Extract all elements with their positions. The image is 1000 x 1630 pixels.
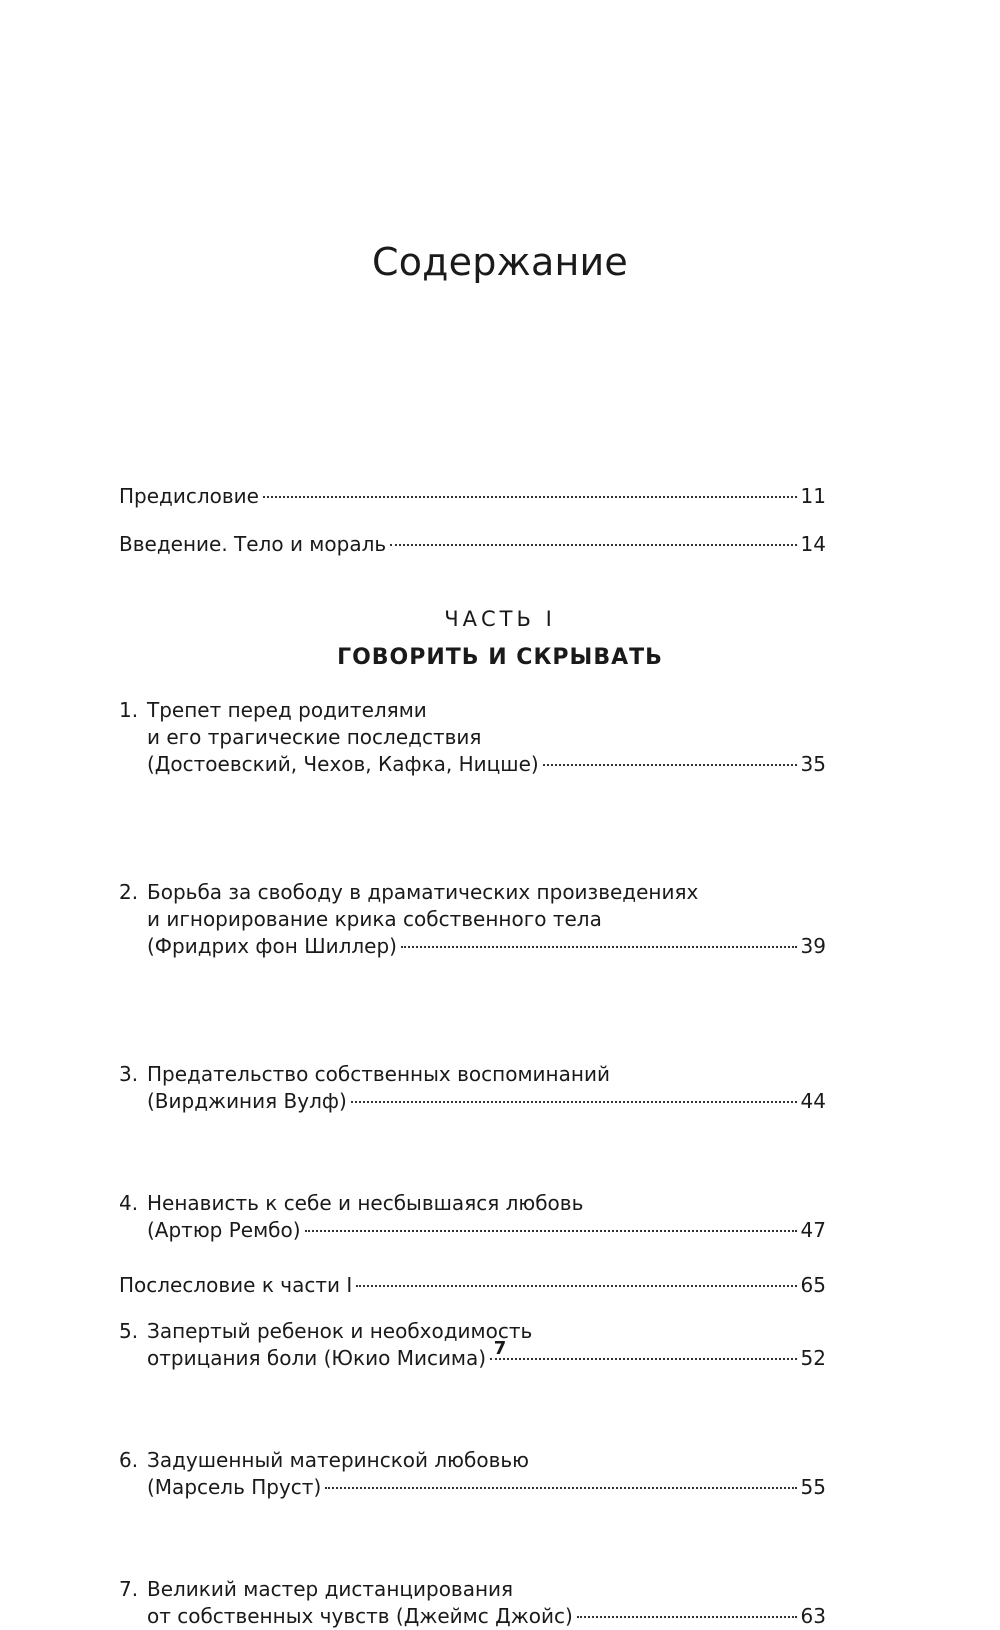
entry-page-number: 65 bbox=[800, 1273, 826, 1297]
part-label: ЧАСТЬ I bbox=[444, 607, 556, 631]
toc-entry-introduction bbox=[119, 531, 826, 558]
entry-title: Предисловие bbox=[119, 484, 259, 508]
entry-line: (Фридрих фон Шиллер) bbox=[147, 934, 397, 958]
toc-entry-preface bbox=[119, 483, 826, 510]
entry-line: Великий мастер дистанцирования bbox=[147, 1577, 514, 1601]
entry-title: Введение. Тело и мораль bbox=[119, 532, 387, 556]
toc-entry-chapter-6 bbox=[119, 1447, 826, 1501]
toc-entry-chapter-2 bbox=[119, 879, 826, 960]
dot-leader bbox=[356, 1285, 796, 1287]
entry-page-number: 35 bbox=[800, 752, 826, 776]
dot-leader bbox=[390, 544, 796, 546]
chapter-number: 5. bbox=[119, 1319, 139, 1343]
toc-entry-chapter-1 bbox=[119, 697, 826, 778]
entry-line: отрицания боли (Юкио Мисима) bbox=[147, 1346, 487, 1370]
chapter-number: 4. bbox=[119, 1191, 139, 1215]
toc-entry-chapter-4 bbox=[119, 1190, 826, 1244]
entry-page-number: 14 bbox=[800, 532, 826, 556]
chapter-number: 2. bbox=[119, 880, 139, 904]
dot-leader bbox=[401, 946, 797, 948]
dot-leader bbox=[351, 1101, 797, 1103]
toc-entry-afterword bbox=[119, 1272, 826, 1299]
entry-page-number: 39 bbox=[800, 934, 826, 958]
entry-line: Борьба за свободу в драматических произведениях bbox=[147, 880, 699, 904]
page-number: 7 bbox=[493, 1338, 507, 1359]
dot-leader bbox=[305, 1230, 797, 1232]
chapter-number: 3. bbox=[119, 1062, 139, 1086]
entry-line: от собственных чувств (Джеймс Джойс) bbox=[147, 1604, 573, 1628]
entry-line: (Достоевский, Чехов, Кафка, Ницше) bbox=[147, 752, 539, 776]
entry-line: (Вирджиния Вулф) bbox=[147, 1089, 347, 1113]
entry-line: Запертый ребенок и необходимость bbox=[147, 1319, 533, 1343]
chapter-number: 6. bbox=[119, 1448, 139, 1472]
entry-page-number: 63 bbox=[800, 1604, 826, 1628]
dot-leader bbox=[543, 764, 797, 766]
entry-page-number: 47 bbox=[800, 1218, 826, 1242]
entry-line: (Марсель Пруст) bbox=[147, 1475, 322, 1499]
dot-leader bbox=[263, 496, 797, 498]
chapter-number: 1. bbox=[119, 698, 139, 722]
page-title: Содержание bbox=[372, 240, 628, 284]
dot-leader bbox=[577, 1616, 797, 1618]
entry-title: Послесловие к части I bbox=[119, 1273, 353, 1297]
entry-page-number: 52 bbox=[800, 1346, 826, 1370]
dot-leader bbox=[325, 1487, 796, 1489]
entry-line: Задушенный материнской любовью bbox=[147, 1448, 529, 1472]
part-title: ГОВОРИТЬ И СКРЫВАТЬ bbox=[337, 645, 663, 670]
entry-line: Предательство собственных воспоминаний bbox=[147, 1062, 610, 1086]
entry-line: Трепет перед родителями bbox=[147, 698, 427, 722]
entry-line: Ненависть к себе и несбывшаяся любовь bbox=[147, 1191, 584, 1215]
entry-page-number: 55 bbox=[800, 1475, 826, 1499]
chapter-number: 7. bbox=[119, 1577, 139, 1601]
entry-line: и его трагические последствия bbox=[147, 725, 482, 749]
entry-line: (Артюр Рембо) bbox=[147, 1218, 301, 1242]
entry-line: и игнорирование крика собственного тела bbox=[147, 907, 602, 931]
entry-page-number: 11 bbox=[800, 484, 826, 508]
toc-entry-chapter-3 bbox=[119, 1061, 826, 1115]
entry-page-number: 44 bbox=[800, 1089, 826, 1113]
toc-entry-chapter-7 bbox=[119, 1576, 826, 1630]
